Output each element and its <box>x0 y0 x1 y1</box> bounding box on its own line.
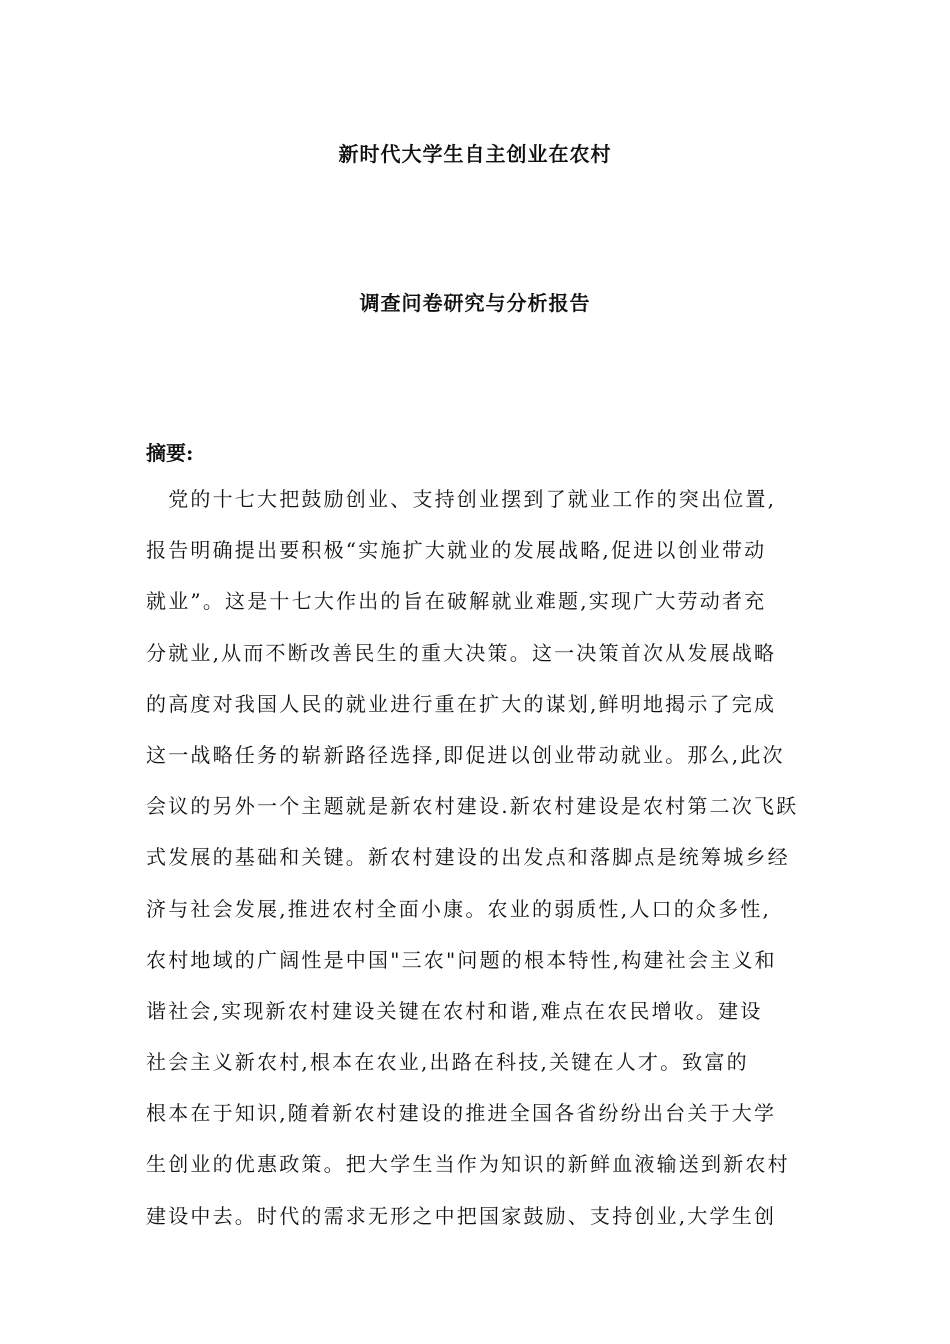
abstract-line: 农村地域的广阔性是中国"三农"问题的根本特性,构建社会主义和 <box>146 947 777 972</box>
abstract-line: 社会主义新农村,根本在农业,出路在科技,关键在人才。致富的 <box>146 1050 749 1075</box>
abstract-heading: 摘要: <box>146 441 194 465</box>
abstract-line: 根本在于知识,随着新农村建设的推进全国各省纷纷出台关于大学 <box>146 1101 777 1126</box>
document-subtitle: 调查问卷研究与分析报告 <box>359 291 591 315</box>
abstract-line: 会议的另外一个主题就是新农村建设.新农村建设是农村第二次飞跃 <box>146 794 799 819</box>
abstract-line: 这一战略任务的崭新路径选择,即促进以创业带动就业。那么,此次 <box>146 742 785 767</box>
abstract-line: 党的十七大把鼓励创业、支持创业摆到了就业工作的突出位置, <box>146 487 777 511</box>
abstract-line: 济与社会发展,推进农村全面小康。农业的弱质性,人口的众多性, <box>146 896 772 921</box>
abstract-line: 谐社会,实现新农村建设关键在农村和谐,难点在农民增收。建设 <box>146 998 763 1023</box>
abstract-line: 式发展的基础和关键。新农村建设的出发点和落脚点是统筹城乡经 <box>146 845 790 870</box>
abstract-line: 生创业的优惠政策。把大学生当作为知识的新鲜血液输送到新农村 <box>146 1152 790 1177</box>
abstract-line: 的高度对我国人民的就业进行重在扩大的谋划,鲜明地揭示了完成 <box>146 691 777 716</box>
document-title: 新时代大学生自主创业在农村 <box>338 142 612 166</box>
abstract-line: 报告明确提出要积极“实施扩大就业的发展战略,促进以创业带动 <box>146 538 767 563</box>
abstract-line: 建设中去。时代的需求无形之中把国家鼓励、支持创业,大学生创 <box>146 1203 777 1228</box>
abstract-body <box>146 484 826 1252</box>
abstract-line: 就业”。这是十七大作出的旨在破解就业难题,实现广大劳动者充 <box>146 589 767 614</box>
abstract-line: 分就业,从而不断改善民生的重大决策。这一决策首次从发展战略 <box>146 640 777 665</box>
